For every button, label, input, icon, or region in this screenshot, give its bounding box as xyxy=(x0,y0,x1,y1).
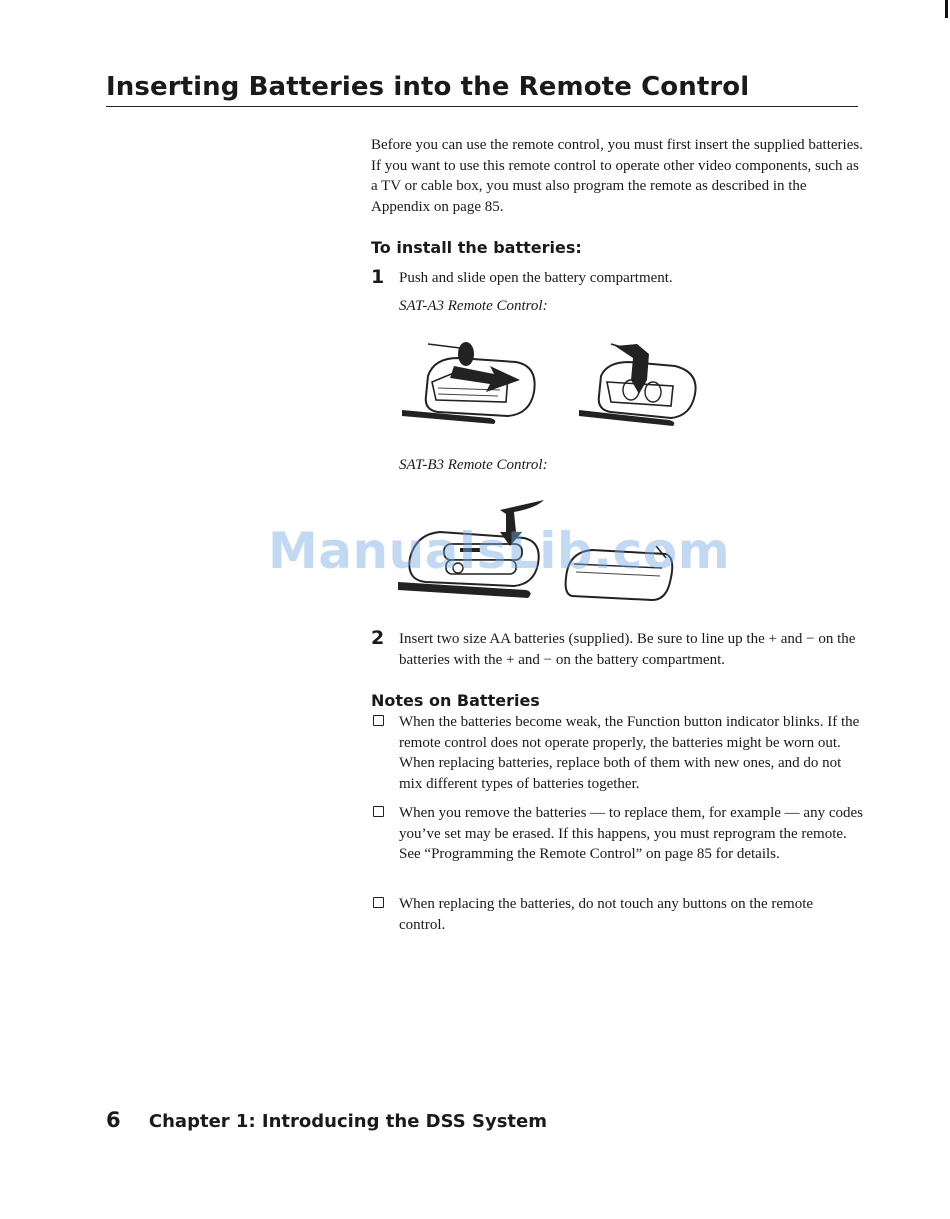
step-number: 2 xyxy=(371,627,385,649)
note-item xyxy=(371,803,863,865)
edge-mark xyxy=(945,0,948,18)
page-footer xyxy=(106,1108,547,1132)
watermark: ManualsLib.com xyxy=(268,522,731,580)
step-text: Insert two size AA batteries (supplied). Be sure to line up the + and − on the batteries with the + and − on the battery compartment. xyxy=(399,631,856,668)
chapter-title: Chapter 1: Introducing the DSS System xyxy=(148,1111,547,1132)
note-text: When replacing the batteries, do not touch any buttons on the remote control. xyxy=(399,896,814,933)
step-number: 1 xyxy=(371,266,385,288)
caption-sat-b3: SAT-B3 Remote Control: xyxy=(399,457,548,473)
page-title: Inserting Batteries into the Remote Control xyxy=(106,72,858,107)
checkbox-bullet-icon xyxy=(373,806,384,817)
install-heading: To install the batteries: xyxy=(371,238,582,257)
install-step-2 xyxy=(371,629,863,670)
notes-heading: Notes on Batteries xyxy=(371,691,540,710)
intro-paragraph: Before you can use the remote control, you must first insert the supplied batteries. If you want to use this remote control to operate other video components, such as a TV or cable box, you must also program the remote as described in the Appendix on page 85. xyxy=(371,137,863,215)
checkbox-bullet-icon xyxy=(373,897,384,908)
note-text: When you remove the batteries — to replace them, for example — any codes you’ve set may be erased. If this happens, you must reprogram the remote. See “Programming the Remote Control” on page 85 for details. xyxy=(399,805,863,863)
install-step-1 xyxy=(371,268,863,289)
note-item xyxy=(371,894,863,935)
sat-a3-open-compartment-illustration xyxy=(398,336,548,428)
sat-a3-battery-placement-illustration xyxy=(577,340,702,430)
page-number: 6 xyxy=(106,1108,121,1132)
note-text: When the batteries become weak, the Function button indicator blinks. If the remote control does not operate properly, the batteries might be worn out. When replacing batteries, replace both of them with new ones, and do not mix different types of batteries together. xyxy=(399,714,860,792)
note-item xyxy=(371,712,863,794)
checkbox-bullet-icon xyxy=(373,715,384,726)
caption-sat-a3: SAT-A3 Remote Control: xyxy=(399,298,548,314)
step-text: Push and slide open the battery compartment. xyxy=(399,270,673,286)
